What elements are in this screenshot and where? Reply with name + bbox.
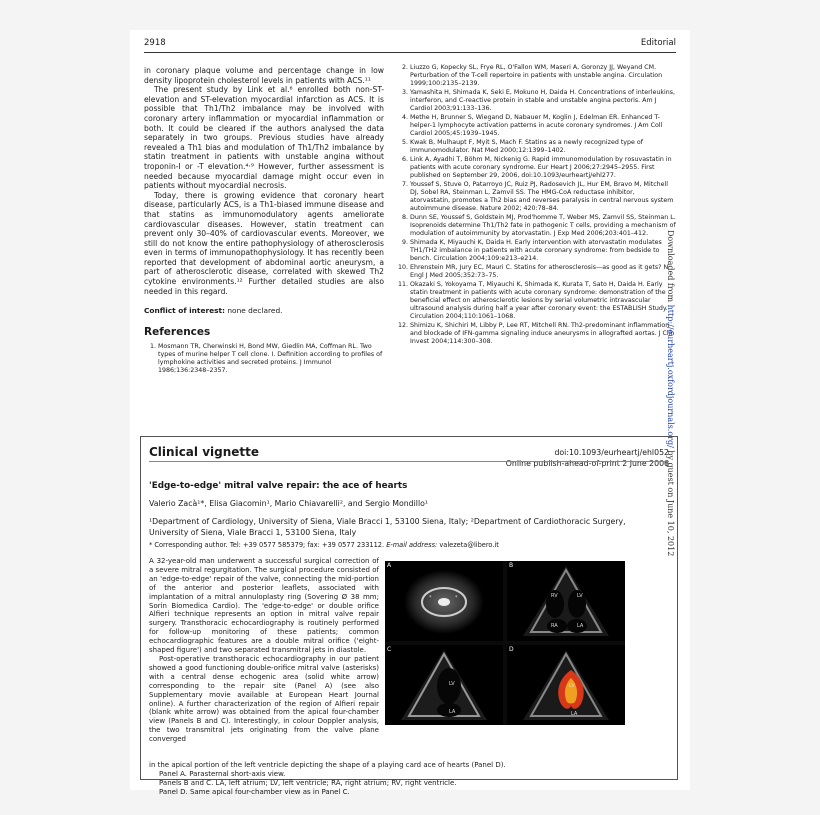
panel-c-label: C: [387, 646, 392, 653]
legend-panel-a: Panel A. Parasternal short-axis view.: [159, 769, 286, 778]
panel-b: [507, 561, 625, 641]
corresponding-text: * Corresponding author. Tel: +39 0577 585379; fax: +39 0577 233112.: [149, 541, 385, 549]
email-label: E-mail address:: [386, 541, 438, 549]
legend-panels-b-c: Panels B and C. LA, left atrium; LV, left ventricle; RA, right atrium; RV, right ventricle.: [159, 778, 457, 787]
panel-c: [385, 645, 503, 725]
reference-item: 10. Ehrenstein MR, Jury EC, Mauri C. Statins for atherosclerosis—as good as it gets? N Engl J Med 2005;352:73–75.: [410, 264, 676, 280]
reference-item: 11. Okazaki S, Yokoyama T, Miyauchi K, Shimada K, Kurata T, Sato H, Daida H. Early statin treatment in patients with acute coronary syndrome: demonstration of the beneficial effect on atherosclerotic lesions by serial volumetric intravascular ultrasound analysis during half a year after coronary event: the ESTABLISH Study. Circulation 2004;110:1061–1068.: [410, 281, 676, 321]
vignette-doi: doi:10.1093/eurheartj/ehl052: [554, 448, 669, 457]
echo-image-d: [521, 648, 611, 722]
figure-legend: [149, 761, 669, 797]
vignette-published: Online publish-ahead-of-print 2 June 2006: [505, 459, 669, 468]
echo-image-b: [521, 564, 611, 638]
reference-item: 12. Shimizu K, Shichiri M, Libby P, Lee RT, Mitchell RN. Th2-predominant inflammation and blockade of IFN-gamma signaling induce aneurysms in allografted aortas. J Clin Invest 2004;114:300–308.: [410, 322, 676, 346]
author-list: Valerio Zacà¹*, Elisa Giacomin¹, Mario Chiavarelli², and Sergio Mondillo¹: [149, 499, 429, 508]
chamber-label-lv: LV: [569, 683, 575, 689]
corresponding-author: [149, 541, 499, 549]
conflict-of-interest: [144, 306, 384, 316]
vignette-doi-block: [506, 447, 669, 469]
panel-d: [507, 645, 625, 725]
paragraph-1: in coronary plaque volume and percentage change in low density lipoprotein cholesterol levels in patients with ACS.¹¹: [144, 66, 384, 85]
chamber-label-la: LA: [571, 711, 578, 717]
left-column: [144, 66, 384, 375]
orifice-asterisk: *: [455, 595, 458, 601]
echocardiography-figure: [385, 561, 625, 725]
reference-item: 5. Kwak B, Mulhaupt F, Myit S, Mach F. Statins as a newly recognized type of immunomodulator. Nat Med 2000;12:1399–1402.: [410, 139, 676, 155]
chamber-label-la: LA: [577, 623, 584, 629]
panel-a: [385, 561, 503, 641]
paragraph-2: The present study by Link et al.⁶ enrolled both non-ST-elevation and ST-elevation myocardial infarction as ACS. It is possible that Th1/Th2 imbalance may be involved with coronary artery inflammation or myocardial inflammation or both. It could be cleared if the authors analysed the data separately in two groups. Previous studies have already revealed a Th1 bias and modulation of Th1/Th2 imbalance by statin treatment in patients with unstable angina without troponin-I or -T elevation.⁴·⁹ However, further assessment is needed because myocardial damage might occur even in patients without myocardial necrosis.: [144, 85, 384, 191]
chamber-label-lv: LV: [449, 681, 455, 687]
reference-item: 1. Mosmann TR, Cherwinski H, Bond MW, Giedlin MA, Coffman RL. Two types of murine helper T cell clone. I. Definition according to profiles of lymphokine activities and secreted proteins. J Immunol 1986;136:2348–2357.: [158, 343, 384, 375]
right-column: [396, 64, 676, 347]
vignette-rule: [149, 461, 669, 462]
paragraph-3: Today, there is growing evidence that coronary heart disease, particularly ACS, is a Th1-biased immune disease and that statins as immunomodulatory agents ameliorate cardiovascular diseases. However, statin treatment can prevent only 30–40% of cardiovascular events. Moreover, we still do not know the entire pathophysiology of atherosclerosis even in terms of immunopathophysiology. It has recently been reported that development of abdominal aortic aneurysm, a part of atherosclerotic disease, correlated with skewed Th2 cytokine environments.¹² Further detailed studies are also needed in this regard.: [144, 190, 384, 296]
chamber-label-lv: LV: [577, 593, 583, 599]
chamber-label-ra: RA: [551, 623, 558, 629]
panel-b-label: B: [509, 562, 514, 569]
reference-item: 2. Liuzzo G, Kopecky SL, Frye RL, O'Fallon WM, Maseri A, Goronzy JJ, Weyand CM. Perturbation of the T-cell repertoire in patients with unstable angina. Circulation 1999;100:2135–2139.: [410, 64, 676, 88]
affiliations: ¹Department of Cardiology, University of Siena, Viale Bracci 1, 53100 Siena, Italy; ²Department of Cardiothoracic Surgery, University of Siena, Viale Bracci 1, 53100 Siena, Italy: [149, 517, 626, 537]
legend-panel-d: Panel D. Same apical four-chamber view as in Panel C.: [159, 787, 350, 796]
reference-item: 7. Youssef S, Stuve O, Patarroyo JC, Ruiz PJ, Radosevich JL, Hur EM, Bravo M, Mitchell DJ, Sobel RA, Steinman L, Zamvil SS. The HMG-CoA reductase inhibitor, atorvastatin, promotes a Th2 bias and reverses paralysis in central nervous system autoimmune disease. Nature 2002; 420:78–84.: [410, 181, 676, 213]
conflict-text: none declared.: [227, 306, 283, 316]
case-description: [149, 557, 379, 744]
case-paragraph-1: A 32-year-old man underwent a successful surgical correction of a severe mitral regurgitation. The surgical procedure consisted of an 'edge-to-edge' repair of the valve, connecting the mid-portion of the anterior and posterior leaflets, associated with implantation of a mitral annuloplasty ring (Sovering Ø 38 mm; Sorin Biomedica Cardio). The 'edge-to-edge' or double orifice Alfieri technique represents an option in mitral valve repair surgery. Transthoracic echocardiography is routinely performed for follow-up monitoring of these patients; common echocardiographic features are a double mitral orifice ('eight-shaped figure') and two separated transmitral jets in diastole.: [149, 557, 379, 655]
reference-item: 3. Yamashita H, Shimada K, Seki E, Mokuno H, Daida H. Concentrations of interleukins, interferon, and C-reactive protein in stable and unstable angina pectoris. Am J Cardiol 2003;91:133–136.: [410, 89, 676, 113]
reference-item: 8. Dunn SE, Youssef S, Goldstein MJ, Prod'homme T, Weber MS, Zamvil SS, Steinman L. Isoprenoids determine Th1/Th2 fate in pathogenic T cells, providing a mechanism of modulation of autoimmunity by atorvastatin. J Exp Med 2006;203:401–412.: [410, 214, 676, 238]
download-link[interactable]: http://eurheartj.oxfordjournals.org/: [666, 304, 675, 448]
panel-a-label: A: [387, 562, 392, 569]
reference-list: [396, 64, 676, 346]
download-suffix: by guest on June 10, 2012: [666, 450, 675, 557]
download-prefix: Downloaded from: [666, 230, 675, 303]
reference-list-start: [144, 343, 384, 375]
reference-item: 9. Shimada K, Miyauchi K, Daida H. Early intervention with atorvastatin modulates TH1/TH2 imbalance in patients with acute coronary syndrome: from bedside to bench. Circulation 2004;109:e213–e214.: [410, 239, 676, 263]
header-rule: [144, 52, 676, 53]
email-address[interactable]: valezeta@libero.it: [439, 541, 499, 549]
vignette-title: Clinical vignette: [149, 445, 260, 459]
article-title: 'Edge-to-edge' mitral valve repair: the ace of hearts: [149, 481, 408, 491]
echo-image-a: [399, 564, 489, 638]
legend-line-continuation: in the apical portion of the left ventricle depicting the shape of a playing card ace of hearts (Panel D).: [149, 761, 506, 769]
reference-item: 6. Link A, Ayadhi T, Böhm M, Nickenig G. Rapid immunomodulation by rosuvastatin in patients with acute coronary syndrome. Eur Heart J 2006;27:2945–2955. First published on September 29, 2006, doi:10.1093/eurheartj/ehl277.: [410, 156, 676, 180]
reference-item: 4. Methe H, Brunner S, Wiegand D, Nabauer M, Koglin J, Edelman ER. Enhanced T-helper-1 lymphocyte activation patterns in acute coronary syndromes. J Am Coll Cardiol 2005;45:1939–1945.: [410, 114, 676, 138]
conflict-label: Conflict of interest:: [144, 306, 226, 316]
page-number: 2918: [144, 38, 166, 48]
echo-image-c: [399, 648, 489, 722]
clinical-vignette-box: [140, 436, 678, 796]
references-heading: References: [144, 325, 211, 338]
chamber-label-la: LA: [449, 709, 456, 715]
orifice-asterisk: *: [429, 595, 432, 601]
chamber-label-rv: RV: [551, 593, 558, 599]
journal-page: [130, 30, 690, 796]
case-paragraph-2: Post-operative transthoracic echocardiography in our patient showed a good functioning double-orifice mitral valve (asterisks) with a central dense echogenic area (solid white arrow) corresponding to the repair site (Panel A) (see also Supplementary movie available at European Heart Journal online). A further characterization of the region of Alfieri repair (blank white arrow) was obtained from the apical four-chamber view (Panels B and C). Interestingly, in colour Doppler analysis, the two transmitral jets originating from the valve plane converged: [149, 654, 379, 744]
panel-d-label: D: [509, 646, 514, 653]
section-label: Editorial: [640, 38, 676, 48]
